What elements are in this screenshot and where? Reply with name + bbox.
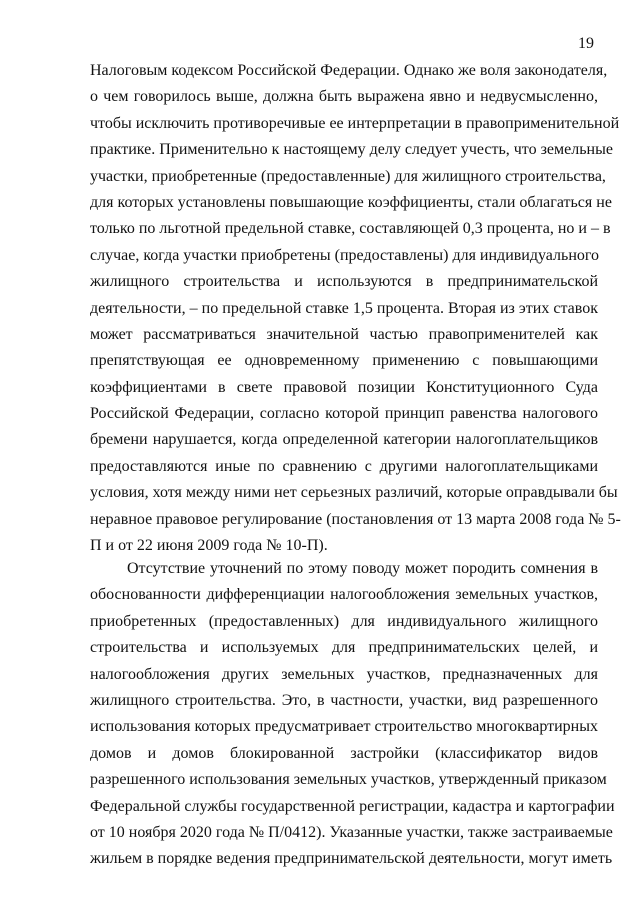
text-line: разрешенного использования земельных участков, утвержденный приказом	[90, 771, 607, 789]
text-line: приобретенных (предоставленных) для индивидуального жилищного	[90, 612, 598, 630]
text-line: Федеральной службы государственной регистрации, кадастра и картографии	[90, 797, 615, 815]
paragraph-1	[90, 58, 621, 559]
text-line: бремени нарушается, когда определенной категории налогоплательщиков	[90, 431, 598, 449]
paragraph-2	[90, 556, 615, 873]
text-line: деятельности, – по предельной ставке 1,5 процента. Вторая из этих ставок	[90, 299, 598, 317]
text-line: налогообложения других земельных участков, предназначенных для	[90, 665, 598, 683]
text-line: участки, приобретенные (предоставленные) для жилищного строительства,	[90, 167, 606, 185]
text-line: о чем говорилось выше, должна быть выражена явно и недвусмысленно,	[90, 88, 598, 106]
text-line: может рассматриваться значительной частью правоприменителей как	[90, 325, 598, 343]
text-line: Российской Федерации, согласно которой принцип равенства налогового	[90, 405, 598, 423]
text-line: для которых установлены повышающие коэффициенты, стали облагаться не	[90, 193, 612, 211]
text-line: неравное правовое регулирование (постановления от 13 марта 2008 года № 5-	[90, 510, 621, 528]
text-line: использования которых предусматривает строительство многоквартирных	[90, 718, 598, 736]
text-line: Налоговым кодексом Российской Федерации. Однако же воля законодателя,	[90, 62, 608, 79]
text-line: жилищного строительства. Это, в частности, участки, вид разрешенного	[90, 691, 598, 709]
text-line: от 10 ноября 2020 года № П/0412). Указанные участки, также застраиваемые	[90, 823, 613, 841]
text-line: Отсутствие уточнений по этому поводу может породить сомнения в	[127, 560, 598, 577]
text-line: условия, хотя между ними нет серьезных различий, которые оправдывали бы	[90, 484, 618, 502]
text-line: коэффициентами в свете правовой позиции Конституционного Суда	[90, 378, 598, 396]
text-line: предоставляются иные по сравнению с другими налогоплательщиками	[90, 457, 598, 475]
text-line: домов и домов блокированной застройки (классификатор видов	[90, 744, 598, 762]
page-number: 19	[578, 35, 594, 52]
text-line: обоснованности дифференциации налогообложения земельных участков,	[90, 586, 598, 604]
text-line: чтобы исключить противоречивые ее интерпретации в правоприменительной	[90, 114, 620, 132]
text-line: только по льготной предельной ставке, составляющей 0,3 процента, но и – в	[90, 220, 611, 238]
text-line: П и от 22 июня 2009 года № 10-П).	[90, 537, 328, 555]
text-line: практике. Применительно к настоящему делу следует учесть, что земельные	[90, 141, 613, 159]
text-line: случае, когда участки приобретены (предоставлены) для индивидуального	[90, 246, 600, 264]
text-line: жилищного строительства и используются в предпринимательской	[90, 273, 598, 291]
text-line: препятствующая ее одновременному применению с повышающими	[90, 352, 598, 370]
text-line: строительства и используемых для предпринимательских целей, и	[90, 639, 598, 657]
text-line: жильем в порядке ведения предпринимательской деятельности, могут иметь	[90, 850, 613, 868]
